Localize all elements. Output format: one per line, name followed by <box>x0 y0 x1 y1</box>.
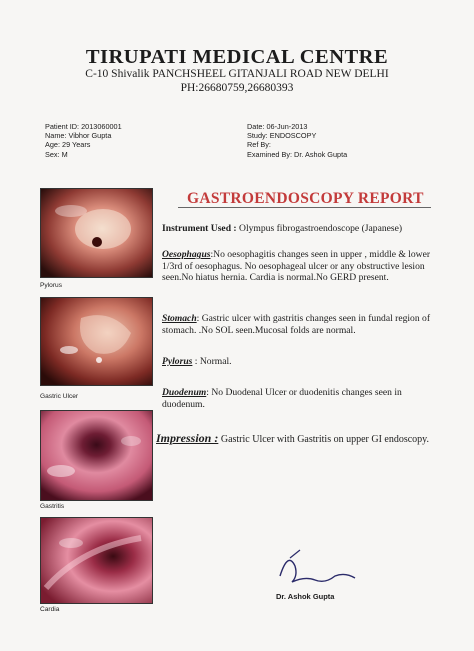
clinic-address: C-10 Shivalik PANCHSHEEL GITANJALI ROAD NEW DELHI <box>85 68 389 80</box>
report-title: GASTROENDOSCOPY REPORT <box>187 190 424 207</box>
duodenum-section <box>162 387 442 410</box>
clinic-phone: PH:26680759,26680393 <box>180 82 294 94</box>
visit-study: Study: ENDOSCOPY <box>247 131 317 141</box>
endoscopy-image-gastric-ulcer <box>40 297 153 386</box>
patient-name: Name: Vibhor Gupta <box>45 131 112 141</box>
impression-label: Impression : <box>156 431 219 445</box>
pylorus-text: : Normal. <box>192 356 232 367</box>
oesophagus-label: Oesophagus <box>162 249 211 260</box>
pylorus-label: Pylorus <box>162 356 193 367</box>
caption-cardia: Cardia <box>40 606 60 613</box>
endoscopy-image-gastritis <box>40 410 153 501</box>
instrument-label: Instrument Used : <box>162 223 237 234</box>
impression-section <box>156 432 446 446</box>
oesophagus-text: :No oesophagitis changes seen in upper , middle & lower 1/3rd of oesophagus. No oesophageal ulcer or any obstructive lesion seen.No hiatus hernia. Cardia is normal.No GERD present. <box>162 249 431 283</box>
endoscopy-image-pylorus <box>40 188 153 278</box>
caption-gastric-ulcer: Gastric Ulcer <box>40 393 79 400</box>
patient-age: Age: 29 Years <box>45 140 91 150</box>
impression-text: Gastric Ulcer with Gastritis on upper GI endoscopy. <box>218 434 430 445</box>
visit-ref: Ref By: <box>247 140 271 150</box>
signature-icon <box>270 546 360 591</box>
pylorus-section <box>162 356 442 368</box>
title-divider <box>178 207 431 208</box>
signer-name: Dr. Ashok Gupta <box>276 592 335 601</box>
patient-id: Patient ID: 2013060001 <box>45 122 122 131</box>
visit-examined: Examined By: Dr. Ashok Gupta <box>247 149 348 159</box>
clinic-name: TIRUPATI MEDICAL CENTRE <box>85 46 389 68</box>
instrument-section <box>162 223 442 235</box>
stomach-section <box>162 313 442 336</box>
oesophagus-section <box>162 249 442 284</box>
instrument-text: Olympus fibrogastroendoscope (Japanese) <box>236 223 403 234</box>
duodenum-text: : No Duodenal Ulcer or duodenitis changes seen in duodenum. <box>162 387 402 410</box>
visit-date: Date: 06-Jun-2013 <box>247 122 308 131</box>
stomach-label: Stomach <box>162 313 197 324</box>
duodenum-label: Duodenum <box>162 387 207 398</box>
caption-pylorus: Pylorus <box>40 282 62 289</box>
patient-sex: Sex: M <box>45 149 68 159</box>
caption-gastritis: Gastritis <box>40 503 65 510</box>
stomach-text: : Gastric ulcer with gastritis changes seen in fundal region of stomach. .No SOL seen.Mucosal folds are normal. <box>162 313 431 336</box>
patient-info <box>45 122 122 159</box>
visit-info <box>247 122 347 159</box>
endoscopy-image-cardia <box>40 517 153 604</box>
